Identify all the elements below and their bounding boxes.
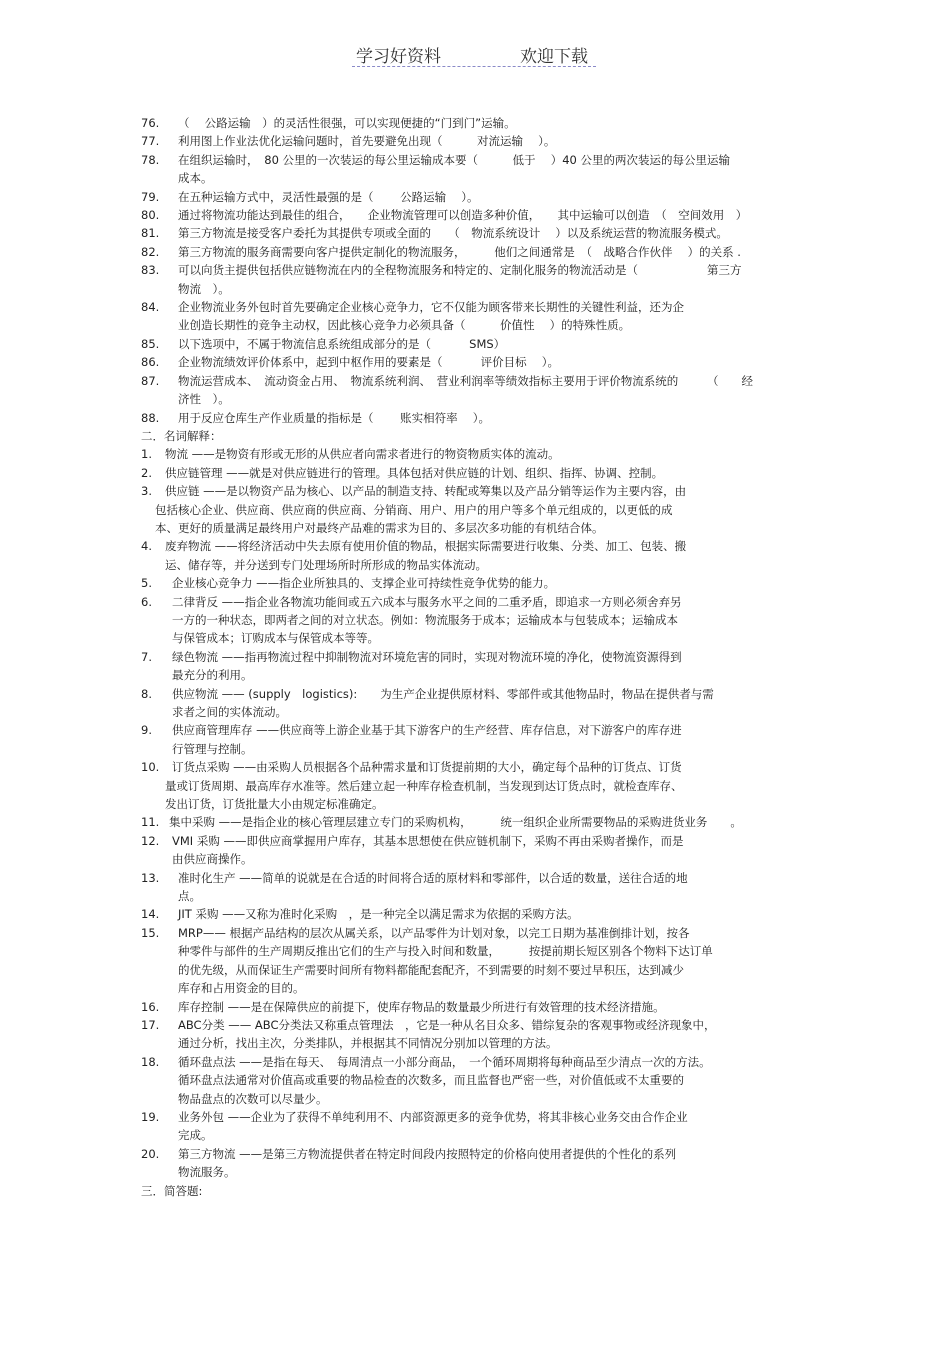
item-number: 3. — [141, 484, 152, 499]
question-item — [141, 335, 813, 353]
item-text-line: 物流运营成本、 流动资金占用、 物流系统利润、 营业利润率等绩效指标主要用于评价物流系统的 （ 经 — [178, 373, 753, 388]
definition-item — [141, 1053, 813, 1108]
item-number: 4. — [141, 539, 152, 554]
item-text-line: 循环盘点法 ——是指在每天、 每周清点一小部分商品， 一个循环周期将每种商品至少清点一次的方法。 — [178, 1054, 711, 1069]
item-number: 14. — [141, 907, 160, 922]
item-text-line: 运、储存等，并分送到专门处理场所时所形成的物品实体流动。 — [165, 557, 487, 572]
item-number: 15. — [141, 925, 160, 940]
question-item — [141, 206, 813, 224]
item-number: 20. — [141, 1146, 160, 1161]
item-text-line: 二律背反 ——指企业各物流功能间或五六成本与服务水平之间的二重矛盾，即追求一方则必须舍弃另 — [172, 594, 682, 609]
definition-item — [141, 1016, 813, 1053]
item-text-line: 供应链 ——是以物资产品为核心、以产品的制造支持、转配或筹集以及产品分销等运作为主要内容，由 — [165, 484, 687, 499]
item-text-line: 通过将物流功能达到最佳的组合， 企业物流管理可以创造多种价值， 其中运输可以创造 （ 空间效用 ） — [178, 208, 748, 223]
item-number: 8. — [141, 686, 152, 701]
definition-item — [141, 464, 813, 482]
item-text-line: 供应物流 —— (supply logistics): 为生产企业提供原材料、零部件或其他物品时，物品在提供者与需 — [172, 686, 714, 701]
item-number: 77. — [141, 134, 160, 149]
item-text-line: 可以向货主提供包括供应链物流在内的全程物流服务和特定的、定制化服务的物流活动是（ 第三方 — [178, 263, 742, 278]
question-item — [141, 188, 813, 206]
item-number: 16. — [141, 999, 160, 1014]
item-number: 82. — [141, 244, 160, 259]
question-item — [141, 409, 813, 427]
definition-item — [141, 1108, 813, 1145]
item-number: 76. — [141, 116, 160, 130]
question-item — [141, 353, 813, 371]
item-number: 17. — [141, 1017, 160, 1032]
item-text-line: 成本。 — [178, 171, 213, 186]
definition-item — [141, 924, 813, 998]
definition-item — [141, 998, 813, 1016]
item-text-line: 最充分的利用。 — [172, 668, 253, 683]
item-number: 80. — [141, 208, 160, 223]
section-3-title: 三．简答题: — [141, 1183, 203, 1198]
header-left-text: 学习好资料 — [356, 47, 441, 67]
item-text-line: 第三方物流是接受客户委托为其提供专项或全面的 （ 物流系统设计 ）以及系统运营的物流服务模式。 — [178, 226, 728, 241]
item-text-line: 求者之间的实体流动。 — [172, 705, 287, 719]
item-text-line: 点。 — [178, 889, 201, 904]
item-text-line: 物品盘点的次数可以尽量少。 — [178, 1091, 328, 1106]
question-item — [141, 151, 813, 188]
item-text-line: 第三方物流 ——是第三方物流提供者在特定时间段内按照特定的价格向使用者提供的个性化的系列 — [178, 1146, 677, 1161]
question-item — [141, 243, 813, 261]
item-number: 85. — [141, 336, 160, 351]
item-text-line: 物流 ——是物资有形或无形的从供应者向需求者进行的物资物质实体的流动。 — [165, 447, 560, 462]
definition-item — [141, 685, 813, 722]
item-text-line: 集中采购 ——是指企业的核心管理层建立专门的采购机构， 统一组织企业所需要物品的采购进货业务 。 — [169, 815, 742, 830]
definition-item — [141, 758, 813, 813]
definition-item — [141, 869, 813, 906]
item-number: 19. — [141, 1109, 160, 1124]
item-number: 11. — [141, 815, 160, 830]
item-text-line: 业创造长期性的竞争主动权，因此核心竞争力必须具备（ 价值性 ）的特殊性质。 — [178, 318, 631, 333]
item-text-line: 物流服务。 — [178, 1165, 236, 1180]
item-text-line: 包括核心企业、供应商、供应商的供应商、分销商、用户、用户的用户等多个单元组成的，以更低的成 — [155, 502, 673, 517]
item-number: 84. — [141, 300, 160, 315]
item-text-line: 企业核心竞争力 ——指企业所独具的、支撑企业可持续性竞争优势的能力。 — [172, 576, 556, 591]
definition-item — [141, 445, 813, 463]
item-text-line: 库存控制 ——是在保障供应的前提下，使库存物品的数量最少所进行有效管理的技术经济措施。 — [178, 999, 665, 1014]
item-text-line: 完成。 — [178, 1128, 213, 1143]
definition-item — [141, 832, 813, 869]
item-text-line: 业务外包 ——企业为了获得不单纯利用不、内部资源更多的竞争优势，将其非核心业务交由合作企业 — [178, 1109, 688, 1124]
item-number: 88. — [141, 410, 160, 425]
item-text-line: 的优先级，从而保证生产需要时间所有物料都能配套配齐，不到需要的时刻不要过早积压，达到减少 — [178, 962, 684, 977]
definitions-list — [141, 445, 813, 1181]
item-text-line: 发出订货，订货批量大小由规定标准确定。 — [165, 797, 384, 812]
item-text-line: 在五种运输方式中，灵活性最强的是（ 公路运输 ）。 — [178, 189, 479, 204]
item-number: 78. — [141, 152, 160, 167]
item-text-line: 通过分析，找出主次，分类排队，并根据其不同情况分别加以管理的方法。 — [178, 1036, 558, 1051]
item-text-line: 供应商管理库存 ——供应商等上游企业基于其下游客户的生产经营、库存信息，对下游客户的库存进 — [172, 723, 682, 738]
question-item — [141, 261, 813, 298]
item-text-line: 绿色物流 ——指再物流过程中抑制物流对环境危害的同时，实现对物流环境的净化，使物流资源得到 — [172, 649, 682, 664]
item-text-line: 用于反应仓库生产作业质量的指标是（ 账实相符率 ）。 — [178, 410, 491, 425]
item-number: 2. — [141, 465, 152, 480]
item-text-line: 企业物流绩效评价体系中，起到中枢作用的要素是（ 评价目标 ）。 — [178, 355, 560, 370]
item-text-line: 在组织运输时， 80 公里的一次装运的每公里运输成本要（ 低于 ）40 公里的两次装运的每公里运输 — [178, 152, 730, 167]
fill-in-questions — [141, 114, 813, 427]
item-text-line: 利用图上作业法优化运输问题时，首先要避免出现（ 对流运输 ）。 — [178, 134, 556, 149]
definition-item — [141, 537, 813, 574]
item-number: 87. — [141, 373, 160, 388]
item-text-line: 物流 ）。 — [178, 281, 230, 296]
item-number: 83. — [141, 263, 160, 278]
item-text-line: 种零件与部件的生产周期反推出它们的生产与投入时间和数量， 按提前期长短区别各个物料下达订单 — [178, 944, 713, 959]
question-item — [141, 298, 813, 335]
item-number: 81. — [141, 226, 160, 241]
item-number: 18. — [141, 1054, 160, 1069]
document-body — [141, 114, 813, 1200]
item-text-line: 准时化生产 ——简单的说就是在合适的时间将合适的原材料和零部件，以合适的数量，送往合适的地 — [178, 870, 688, 885]
item-number: 7. — [141, 649, 152, 664]
page-header — [352, 40, 596, 67]
item-number: 1. — [141, 447, 152, 462]
question-item — [141, 224, 813, 242]
section-2-title: 二．名词解释： — [141, 428, 222, 443]
item-text-line: 企业物流业务外包时首先要确定企业核心竞争力，它不仅能为顾客带来长期性的关键性利益，还为企 — [178, 300, 684, 315]
item-text-line: 库存和占用资金的目的。 — [178, 981, 305, 996]
item-number: 6. — [141, 594, 152, 609]
question-item — [141, 372, 813, 409]
item-text-line: 量或订货周期、最高库存水准等。然后建立起一种库存检查机制，当发现到达订货点时，就检查库存、 — [165, 778, 683, 793]
item-text-line: （ 公路运输 ）的灵活性很强，可以实现便捷的“门到门”运输。 — [178, 116, 516, 130]
definition-item — [141, 482, 813, 537]
definition-item — [141, 593, 813, 648]
item-text-line: 第三方物流的服务商需要向客户提供定制化的物流服务， 他们之间通常是 （ 战略合作伙伴 ）的关系 . — [178, 244, 741, 259]
item-text-line: 行管理与控制。 — [172, 741, 253, 756]
item-text-line: 济性 ）。 — [178, 392, 230, 407]
item-text-line: 废弃物流 ——将经济活动中失去原有使用价值的物品，根据实际需要进行收集、分类、加工、包装、搬 — [165, 539, 687, 554]
item-text-line: 订货点采购 ——由采购人员根据各个品种需求量和订货提前期的大小，确定每个品种的订货点、订货 — [172, 760, 682, 775]
item-number: 12. — [141, 833, 160, 848]
definition-item — [141, 1145, 813, 1182]
item-text-line: 本、更好的质量满足最终用户对最终产品难的需求为目的、多层次多功能的有机结合体。 — [155, 520, 604, 535]
item-text-line: 以下选项中，不属于物流信息系统组成部分的是（ SMS） — [178, 336, 506, 351]
definition-item — [141, 905, 813, 923]
item-text-line: MRP—— 根据产品结构的层次从属关系，以产品零件为计划对象，以完工日期为基准倒排计划，按各 — [178, 925, 690, 940]
item-number: 9. — [141, 723, 152, 738]
item-text-line: ABC分类 —— ABC分类法又称重点管理法 ，它是一种从名目众多、错综复杂的客观事物或经济现象中， — [178, 1017, 716, 1032]
item-text-line: 供应链管理 ——就是对供应链进行的管理。具体包括对供应链的计划、组织、指挥、协调、控制。 — [165, 465, 664, 480]
definition-item — [141, 721, 813, 758]
item-text-line: VMI 采购 ——即供应商掌握用户库存，其基本思想使在供应链机制下，采购不再由采购者操作，而是 — [172, 833, 684, 848]
definition-item — [141, 648, 813, 685]
item-number: 86. — [141, 355, 160, 370]
item-number: 79. — [141, 189, 160, 204]
item-text-line: JIT 采购 ——又称为准时化采购 ，是一种完全以满足需求为依据的采购方法。 — [178, 907, 579, 922]
item-number: 10. — [141, 760, 160, 775]
item-number: 13. — [141, 870, 160, 885]
item-text-line: 循环盘点法通常对价值高或重要的物品检查的次数多，而且监督也严密一些，对价值低或不太重要的 — [178, 1073, 684, 1088]
definition-item — [141, 813, 813, 831]
question-item — [141, 132, 813, 150]
question-item — [141, 114, 813, 132]
item-number: 5. — [141, 576, 152, 591]
definition-item — [141, 574, 813, 592]
item-text-line: 由供应商操作。 — [172, 852, 253, 867]
item-text-line: 一方的一种状态，即两者之间的对立状态。例如：物流服务于成本；运输成本与包装成本；运输成本 — [172, 612, 678, 627]
item-text-line: 与保管成本；订购成本与保管成本等等。 — [172, 631, 379, 646]
header-right-text: 欢迎下载 — [520, 47, 588, 67]
